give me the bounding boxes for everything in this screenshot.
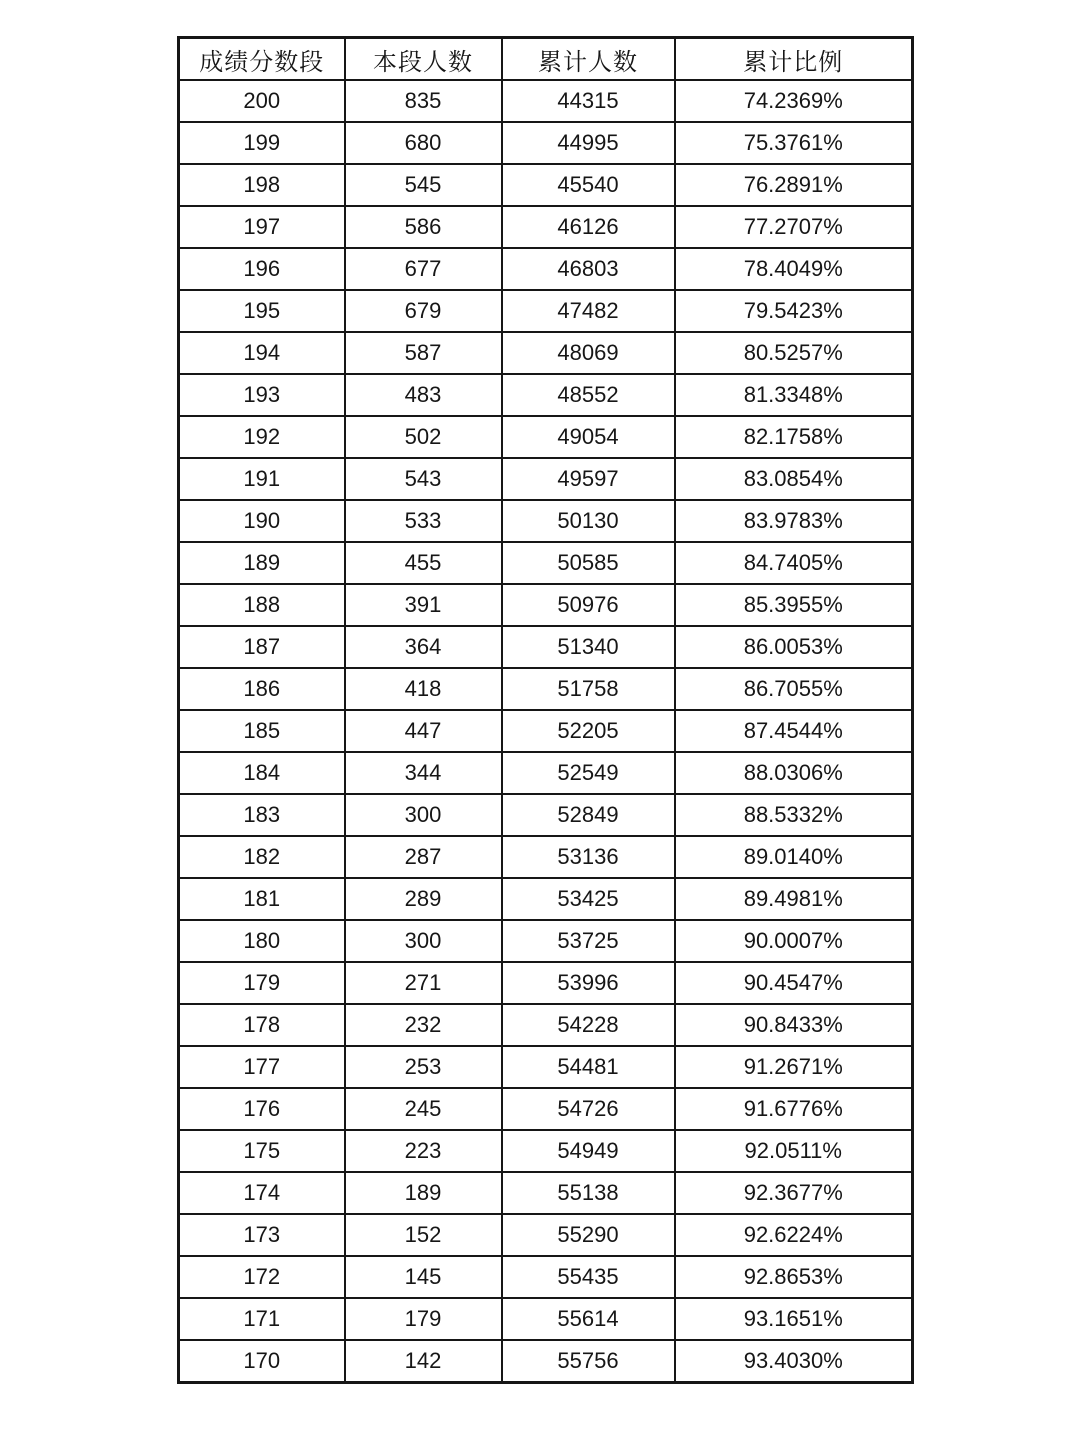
table-cell-score-range: 178 (179, 1004, 345, 1046)
table-row (179, 542, 913, 584)
table-cell-segment-count: 245 (345, 1088, 502, 1130)
table-cell-cumulative-count: 45540 (502, 164, 675, 206)
table-cell-score-range: 189 (179, 542, 345, 584)
table-cell-score-range: 170 (179, 1340, 345, 1383)
table-cell-segment-count: 189 (345, 1172, 502, 1214)
table-cell-segment-count: 364 (345, 626, 502, 668)
table-row (179, 290, 913, 332)
table-row (179, 1340, 913, 1383)
table-cell-cumulative-count: 49597 (502, 458, 675, 500)
table-cell-cumulative-ratio: 91.6776% (675, 1088, 913, 1130)
table-cell-score-range: 180 (179, 920, 345, 962)
table-cell-segment-count: 223 (345, 1130, 502, 1172)
table-cell-score-range: 177 (179, 1046, 345, 1088)
table-cell-segment-count: 545 (345, 164, 502, 206)
table-row (179, 794, 913, 836)
table-cell-score-range: 183 (179, 794, 345, 836)
table-cell-cumulative-ratio: 83.0854% (675, 458, 913, 500)
table-cell-cumulative-ratio: 90.8433% (675, 1004, 913, 1046)
header-row (179, 38, 913, 81)
table-row (179, 500, 913, 542)
table-row (179, 1088, 913, 1130)
table-cell-segment-count: 587 (345, 332, 502, 374)
table-cell-score-range: 182 (179, 836, 345, 878)
table-cell-cumulative-count: 47482 (502, 290, 675, 332)
table-cell-cumulative-ratio: 92.0511% (675, 1130, 913, 1172)
table-cell-score-range: 190 (179, 500, 345, 542)
table-cell-score-range: 172 (179, 1256, 345, 1298)
table-cell-cumulative-ratio: 92.3677% (675, 1172, 913, 1214)
table-row (179, 122, 913, 164)
table-row (179, 458, 913, 500)
score-distribution-table (177, 36, 914, 1384)
table-cell-cumulative-count: 55435 (502, 1256, 675, 1298)
table-row (179, 1214, 913, 1256)
table-cell-segment-count: 289 (345, 878, 502, 920)
table-cell-cumulative-count: 50585 (502, 542, 675, 584)
table-cell-cumulative-count: 55138 (502, 1172, 675, 1214)
table-cell-cumulative-count: 53425 (502, 878, 675, 920)
table-cell-cumulative-ratio: 93.4030% (675, 1340, 913, 1383)
table-cell-cumulative-ratio: 86.0053% (675, 626, 913, 668)
table-cell-cumulative-count: 52205 (502, 710, 675, 752)
table-cell-segment-count: 344 (345, 752, 502, 794)
table-cell-cumulative-count: 51758 (502, 668, 675, 710)
table-cell-score-range: 196 (179, 248, 345, 290)
table-cell-score-range: 194 (179, 332, 345, 374)
table-cell-score-range: 199 (179, 122, 345, 164)
table-cell-cumulative-ratio: 83.9783% (675, 500, 913, 542)
table-cell-cumulative-count: 54228 (502, 1004, 675, 1046)
table-cell-cumulative-ratio: 74.2369% (675, 80, 913, 122)
table-cell-segment-count: 300 (345, 794, 502, 836)
table-body (179, 80, 913, 1383)
table-cell-cumulative-count: 53996 (502, 962, 675, 1004)
table-cell-cumulative-ratio: 92.6224% (675, 1214, 913, 1256)
table-cell-score-range: 200 (179, 80, 345, 122)
table-cell-cumulative-count: 54726 (502, 1088, 675, 1130)
table-row (179, 1004, 913, 1046)
table-cell-cumulative-ratio: 88.5332% (675, 794, 913, 836)
table-cell-score-range: 173 (179, 1214, 345, 1256)
table-cell-cumulative-count: 55290 (502, 1214, 675, 1256)
table-cell-score-range: 174 (179, 1172, 345, 1214)
table-cell-cumulative-ratio: 84.7405% (675, 542, 913, 584)
table-row (179, 1256, 913, 1298)
table-row (179, 248, 913, 290)
table-cell-cumulative-count: 51340 (502, 626, 675, 668)
table-row (179, 80, 913, 122)
table-cell-cumulative-count: 46803 (502, 248, 675, 290)
table-cell-cumulative-ratio: 77.2707% (675, 206, 913, 248)
table-cell-cumulative-ratio: 82.1758% (675, 416, 913, 458)
table-cell-cumulative-ratio: 75.3761% (675, 122, 913, 164)
table-cell-score-range: 195 (179, 290, 345, 332)
table-row (179, 1046, 913, 1088)
table-cell-segment-count: 152 (345, 1214, 502, 1256)
table-row (179, 374, 913, 416)
table-cell-cumulative-count: 54949 (502, 1130, 675, 1172)
table-cell-cumulative-count: 49054 (502, 416, 675, 458)
table-row (179, 836, 913, 878)
table-cell-cumulative-count: 55756 (502, 1340, 675, 1383)
table-cell-score-range: 192 (179, 416, 345, 458)
table-cell-cumulative-ratio: 79.5423% (675, 290, 913, 332)
table-cell-cumulative-ratio: 78.4049% (675, 248, 913, 290)
table-cell-cumulative-ratio: 92.8653% (675, 1256, 913, 1298)
table-cell-segment-count: 483 (345, 374, 502, 416)
table-row (179, 920, 913, 962)
table-cell-segment-count: 145 (345, 1256, 502, 1298)
table-row (179, 962, 913, 1004)
table-cell-score-range: 181 (179, 878, 345, 920)
table-cell-segment-count: 455 (345, 542, 502, 584)
table-cell-cumulative-count: 55614 (502, 1298, 675, 1340)
table-row (179, 1172, 913, 1214)
table-cell-segment-count: 142 (345, 1340, 502, 1383)
table-cell-segment-count: 533 (345, 500, 502, 542)
table-cell-segment-count: 502 (345, 416, 502, 458)
table-cell-segment-count: 391 (345, 584, 502, 626)
table-cell-segment-count: 179 (345, 1298, 502, 1340)
header-score-range: 成绩分数段 (179, 38, 345, 81)
table-cell-segment-count: 543 (345, 458, 502, 500)
table-row (179, 878, 913, 920)
table-cell-cumulative-count: 53725 (502, 920, 675, 962)
table-row (179, 584, 913, 626)
table-row (179, 668, 913, 710)
table-cell-score-range: 197 (179, 206, 345, 248)
table-cell-segment-count: 447 (345, 710, 502, 752)
table-cell-cumulative-ratio: 80.5257% (675, 332, 913, 374)
table-cell-segment-count: 253 (345, 1046, 502, 1088)
table-cell-cumulative-count: 50976 (502, 584, 675, 626)
table-cell-score-range: 198 (179, 164, 345, 206)
header-segment-count: 本段人数 (345, 38, 502, 81)
table-cell-cumulative-ratio: 86.7055% (675, 668, 913, 710)
table-cell-score-range: 184 (179, 752, 345, 794)
table-cell-score-range: 186 (179, 668, 345, 710)
table-cell-segment-count: 271 (345, 962, 502, 1004)
table-cell-score-range: 193 (179, 374, 345, 416)
table-cell-cumulative-ratio: 90.0007% (675, 920, 913, 962)
table-cell-cumulative-ratio: 85.3955% (675, 584, 913, 626)
table-cell-cumulative-ratio: 89.0140% (675, 836, 913, 878)
table-row (179, 206, 913, 248)
table-row (179, 164, 913, 206)
table-row (179, 1130, 913, 1172)
table-cell-score-range: 187 (179, 626, 345, 668)
table-cell-cumulative-count: 52849 (502, 794, 675, 836)
table-cell-cumulative-count: 48552 (502, 374, 675, 416)
table-cell-cumulative-ratio: 90.4547% (675, 962, 913, 1004)
table-row (179, 1298, 913, 1340)
table-cell-score-range: 185 (179, 710, 345, 752)
table-cell-cumulative-count: 44315 (502, 80, 675, 122)
table-cell-score-range: 171 (179, 1298, 345, 1340)
table-row (179, 710, 913, 752)
table-cell-cumulative-count: 48069 (502, 332, 675, 374)
table-cell-segment-count: 300 (345, 920, 502, 962)
header-cumulative-count: 累计人数 (502, 38, 675, 81)
table-cell-segment-count: 586 (345, 206, 502, 248)
table-cell-cumulative-count: 54481 (502, 1046, 675, 1088)
table-cell-segment-count: 679 (345, 290, 502, 332)
table-cell-cumulative-count: 53136 (502, 836, 675, 878)
table-cell-segment-count: 677 (345, 248, 502, 290)
table-cell-cumulative-ratio: 93.1651% (675, 1298, 913, 1340)
table-cell-segment-count: 232 (345, 1004, 502, 1046)
table-row (179, 752, 913, 794)
table-cell-cumulative-count: 44995 (502, 122, 675, 164)
table-cell-cumulative-ratio: 81.3348% (675, 374, 913, 416)
table-cell-score-range: 188 (179, 584, 345, 626)
table-cell-cumulative-ratio: 88.0306% (675, 752, 913, 794)
table-cell-segment-count: 835 (345, 80, 502, 122)
table-cell-score-range: 179 (179, 962, 345, 1004)
table-cell-score-range: 175 (179, 1130, 345, 1172)
table-cell-score-range: 176 (179, 1088, 345, 1130)
table-row (179, 332, 913, 374)
table-cell-segment-count: 680 (345, 122, 502, 164)
table-cell-cumulative-ratio: 76.2891% (675, 164, 913, 206)
table-cell-cumulative-count: 46126 (502, 206, 675, 248)
header-cumulative-ratio: 累计比例 (675, 38, 913, 81)
table-cell-cumulative-ratio: 87.4544% (675, 710, 913, 752)
table-row (179, 626, 913, 668)
table-cell-cumulative-ratio: 91.2671% (675, 1046, 913, 1088)
table-cell-cumulative-count: 50130 (502, 500, 675, 542)
table-cell-score-range: 191 (179, 458, 345, 500)
table-row (179, 416, 913, 458)
table-cell-cumulative-count: 52549 (502, 752, 675, 794)
table-cell-cumulative-ratio: 89.4981% (675, 878, 913, 920)
table-cell-segment-count: 418 (345, 668, 502, 710)
table-cell-segment-count: 287 (345, 836, 502, 878)
